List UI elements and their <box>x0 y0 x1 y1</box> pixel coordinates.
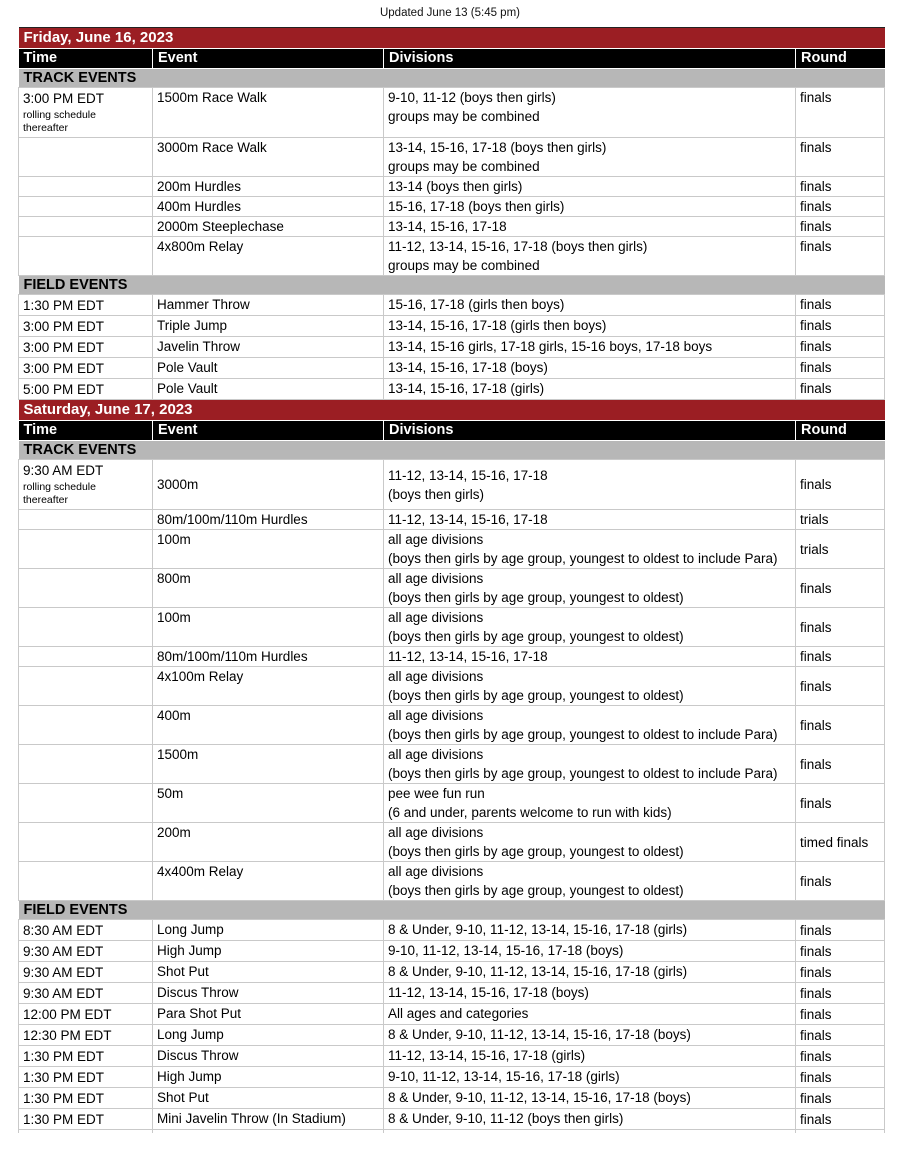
event-cell: Javelin Throw <box>153 337 384 358</box>
time-value: 9:30 AM EDT <box>23 944 104 959</box>
event-cell: 80m/100m/110m Hurdles <box>153 647 384 667</box>
round-cell: finals <box>796 1046 885 1067</box>
divisions-cell <box>384 358 796 379</box>
time-cell <box>19 1004 153 1025</box>
time-cell <box>19 138 153 177</box>
divisions-cell <box>384 237 796 276</box>
table-row <box>19 88 885 138</box>
section-header-row <box>19 69 885 88</box>
event-cell: 400m <box>153 706 384 745</box>
time-value: 1:30 PM EDT <box>23 1112 105 1127</box>
division-line: all age divisions <box>388 747 484 762</box>
time-cell <box>19 295 153 316</box>
time-cell <box>19 706 153 745</box>
round-cell: finals <box>796 941 885 962</box>
divisions-cell <box>384 316 796 337</box>
column-header-divisions: Divisions <box>384 421 796 441</box>
table-row <box>19 1004 885 1025</box>
divisions-cell <box>384 784 796 823</box>
time-value: 9:30 AM EDT <box>23 986 104 1001</box>
division-line: 9-10, 11-12, 13-14, 15-16, 17-18 (boys) <box>388 943 624 958</box>
round-cell: finals <box>796 1109 885 1130</box>
division-line: 11-12, 13-14, 15-16, 17-18 <box>388 649 548 664</box>
round-cell: finals <box>796 667 885 706</box>
division-line: (6 and under, parents welcome to run with kids) <box>388 805 672 820</box>
event-cell: Long Jump <box>153 1025 384 1046</box>
division-line: groups may be combined <box>388 258 540 273</box>
time-value: 12:00 PM EDT <box>23 1007 112 1022</box>
time-cell <box>19 217 153 237</box>
division-line: 8 & Under, 9-10, 11-12, 13-14, 15-16, 17-18 (boys) <box>388 1027 691 1042</box>
table-row <box>19 1088 885 1109</box>
round-cell: finals <box>796 647 885 667</box>
column-header-divisions: Divisions <box>384 49 796 69</box>
event-cell: Pole Vault <box>153 379 384 400</box>
table-row <box>19 1046 885 1067</box>
column-header-time: Time <box>19 49 153 69</box>
round-cell: finals <box>796 460 885 510</box>
table-row <box>19 647 885 667</box>
round-cell: finals <box>796 217 885 237</box>
division-line: groups may be combined <box>388 109 540 124</box>
time-cell <box>19 197 153 217</box>
division-line: 11-12, 13-14, 15-16, 17-18 <box>388 467 548 483</box>
event-cell: 1500m Race Walk <box>153 88 384 138</box>
event-cell: Para Shot Put <box>153 1004 384 1025</box>
division-line: 15-16, 17-18 (girls then boys) <box>388 297 565 312</box>
table-row <box>19 608 885 647</box>
table-row <box>19 1067 885 1088</box>
event-cell: 400m Hurdles <box>153 197 384 217</box>
time-value: 1:30 PM EDT <box>23 1091 105 1106</box>
time-cell <box>19 530 153 569</box>
division-line: all age divisions <box>388 610 484 625</box>
division-line: all age divisions <box>388 571 484 586</box>
event-cell: Discus Throw <box>153 1046 384 1067</box>
round-cell: finals <box>796 745 885 784</box>
division-line: 8 & Under, 9-10, 11-12, 13-14, 15-16, 17-18 (boys) <box>388 1090 691 1105</box>
divisions-cell <box>384 460 796 510</box>
division-line: pee wee fun run <box>388 786 485 801</box>
table-row <box>19 706 885 745</box>
time-cell <box>19 569 153 608</box>
round-cell: timed finals <box>796 823 885 862</box>
event-cell: 100m <box>153 530 384 569</box>
time-cell <box>19 88 153 138</box>
event-cell: 800m <box>153 569 384 608</box>
round-cell: finals <box>796 237 885 276</box>
table-row <box>19 530 885 569</box>
division-line: all age divisions <box>388 669 484 684</box>
round-cell: finals <box>796 569 885 608</box>
time-value: 3:00 PM EDT <box>23 340 105 355</box>
time-note: rolling schedule thereafter <box>23 481 96 506</box>
divisions-cell <box>384 608 796 647</box>
round-cell: finals <box>796 983 885 1004</box>
division-line: (boys then girls by age group, youngest to oldest) <box>388 590 684 605</box>
divisions-cell <box>384 177 796 197</box>
time-cell <box>19 1088 153 1109</box>
division-line: (boys then girls by age group, youngest to oldest to include Para) <box>388 766 778 781</box>
divisions-cell <box>384 530 796 569</box>
division-line: 13-14, 15-16, 17-18 <box>388 219 507 234</box>
event-cell: 200m <box>153 823 384 862</box>
division-line: 8 & Under, 9-10, 11-12 (boys then girls) <box>388 1111 624 1126</box>
table-row <box>19 569 885 608</box>
time-note: rolling schedule thereafter <box>23 109 96 134</box>
divisions-cell <box>384 862 796 901</box>
division-line: (boys then girls by age group, youngest to oldest to include Para) <box>388 727 778 742</box>
event-cell: 50m <box>153 784 384 823</box>
time-cell <box>19 177 153 197</box>
table-row <box>19 941 885 962</box>
round-cell: finals <box>796 379 885 400</box>
event-cell: 1500m <box>153 745 384 784</box>
division-line: 13-14, 15-16, 17-18 (boys then girls) <box>388 140 607 155</box>
divisions-cell <box>384 217 796 237</box>
divisions-cell <box>384 1025 796 1046</box>
divisions-cell <box>384 647 796 667</box>
day-banner-row <box>19 28 885 49</box>
column-header-row <box>19 421 885 441</box>
round-cell: finals <box>796 1004 885 1025</box>
round-cell: finals <box>796 862 885 901</box>
column-header-row <box>19 49 885 69</box>
time-value: 9:30 AM EDT <box>23 965 104 980</box>
table-row <box>19 379 885 400</box>
division-line: 9-10, 11-12 (boys then girls) <box>388 90 556 105</box>
divisions-cell <box>384 1067 796 1088</box>
event-cell: High Jump <box>153 941 384 962</box>
table-row <box>19 745 885 784</box>
time-value: 1:30 PM EDT <box>23 1049 105 1064</box>
column-header-round: Round <box>796 421 885 441</box>
table-row <box>19 983 885 1004</box>
divisions-cell <box>384 569 796 608</box>
table-row <box>19 510 885 530</box>
divisions-cell <box>384 983 796 1004</box>
event-cell: 3000m <box>153 460 384 510</box>
event-cell: Shot Put <box>153 1088 384 1109</box>
event-cell: Pole Vault <box>153 358 384 379</box>
divisions-cell <box>384 510 796 530</box>
table-row <box>19 177 885 197</box>
division-line: (boys then girls) <box>388 486 485 502</box>
division-line: all age divisions <box>388 825 484 840</box>
division-line: (boys then girls by age group, youngest to oldest) <box>388 629 684 644</box>
round-cell: trials <box>796 510 885 530</box>
time-cell <box>19 823 153 862</box>
division-line: 8 & Under, 9-10, 11-12, 13-14, 15-16, 17-18 (girls) <box>388 922 688 937</box>
time-cell <box>19 862 153 901</box>
updated-timestamp: Updated June 13 (5:45 pm) <box>379 7 520 19</box>
event-cell: 3000m Race Walk <box>153 138 384 177</box>
time-cell <box>19 667 153 706</box>
event-cell: Triple Jump <box>153 316 384 337</box>
round-cell: finals <box>796 358 885 379</box>
division-line: 13-14, 15-16 girls, 17-18 girls, 15-16 boys, 17-18 boys <box>388 339 713 354</box>
event-cell: 4x800m Relay <box>153 237 384 276</box>
stub-cell <box>153 1130 384 1134</box>
time-value: 8:30 AM EDT <box>23 923 104 938</box>
table-row <box>19 237 885 276</box>
divisions-cell <box>384 379 796 400</box>
table-row <box>19 138 885 177</box>
round-cell: finals <box>796 1067 885 1088</box>
table-row <box>19 962 885 983</box>
section-header: FIELD EVENTS <box>19 901 885 920</box>
divisions-cell <box>384 138 796 177</box>
division-line: 13-14, 15-16, 17-18 (girls) <box>388 381 545 396</box>
time-cell <box>19 460 153 510</box>
table-row <box>19 1025 885 1046</box>
event-cell: 4x400m Relay <box>153 862 384 901</box>
division-line: all age divisions <box>388 532 484 547</box>
divisions-cell <box>384 197 796 217</box>
division-line: 8 & Under, 9-10, 11-12, 13-14, 15-16, 17-18 (girls) <box>388 964 688 979</box>
event-cell: Hammer Throw <box>153 295 384 316</box>
time-cell <box>19 647 153 667</box>
division-line: 11-12, 13-14, 15-16, 17-18 (girls) <box>388 1048 586 1063</box>
division-line: all age divisions <box>388 864 484 879</box>
round-cell: finals <box>796 706 885 745</box>
table-row <box>19 920 885 941</box>
event-cell: Mini Javelin Throw (In Stadium) <box>153 1109 384 1130</box>
column-header-event: Event <box>153 49 384 69</box>
section-header-row <box>19 901 885 920</box>
table-row <box>19 217 885 237</box>
event-cell: 4x100m Relay <box>153 667 384 706</box>
event-cell: Long Jump <box>153 920 384 941</box>
time-cell <box>19 1046 153 1067</box>
time-value: 12:30 PM EDT <box>23 1028 112 1043</box>
divisions-cell <box>384 962 796 983</box>
time-cell <box>19 337 153 358</box>
round-cell: finals <box>796 784 885 823</box>
divisions-cell <box>384 88 796 138</box>
table-row <box>19 337 885 358</box>
division-line: (boys then girls by age group, youngest to oldest to include Para) <box>388 551 778 566</box>
column-header-time: Time <box>19 421 153 441</box>
division-line: (boys then girls by age group, youngest to oldest) <box>388 844 684 859</box>
divisions-cell <box>384 1109 796 1130</box>
time-cell <box>19 316 153 337</box>
round-cell: finals <box>796 295 885 316</box>
division-line: 13-14 (boys then girls) <box>388 179 523 194</box>
divisions-cell <box>384 667 796 706</box>
time-value: 1:30 PM EDT <box>23 1070 105 1085</box>
round-cell: finals <box>796 337 885 358</box>
round-cell: finals <box>796 316 885 337</box>
division-line: groups may be combined <box>388 159 540 174</box>
section-header: FIELD EVENTS <box>19 276 885 295</box>
event-cell: Shot Put <box>153 962 384 983</box>
division-line: 13-14, 15-16, 17-18 (girls then boys) <box>388 318 607 333</box>
divisions-cell <box>384 706 796 745</box>
event-cell: 80m/100m/110m Hurdles <box>153 510 384 530</box>
event-cell: High Jump <box>153 1067 384 1088</box>
time-value: 5:00 PM EDT <box>23 382 105 397</box>
division-line: 11-12, 13-14, 15-16, 17-18 (boys then girls) <box>388 239 648 254</box>
table-row <box>19 358 885 379</box>
time-cell <box>19 983 153 1004</box>
round-cell: finals <box>796 197 885 217</box>
round-cell: finals <box>796 920 885 941</box>
divisions-cell <box>384 1004 796 1025</box>
time-value: 3:00 PM EDT <box>23 361 105 376</box>
section-header-row <box>19 441 885 460</box>
round-cell: finals <box>796 1088 885 1109</box>
time-cell <box>19 358 153 379</box>
table-row <box>19 823 885 862</box>
division-line: (boys then girls by age group, youngest to oldest) <box>388 883 684 898</box>
column-header-round: Round <box>796 49 885 69</box>
division-line: all age divisions <box>388 708 484 723</box>
division-line: 11-12, 13-14, 15-16, 17-18 (boys) <box>388 985 589 1000</box>
time-cell <box>19 1067 153 1088</box>
time-value: 9:30 AM EDT <box>23 463 104 478</box>
time-cell <box>19 608 153 647</box>
division-line: 9-10, 11-12, 13-14, 15-16, 17-18 (girls) <box>388 1069 620 1084</box>
division-line: (boys then girls by age group, youngest to oldest) <box>388 688 684 703</box>
time-cell <box>19 510 153 530</box>
round-cell: trials <box>796 530 885 569</box>
column-header-event: Event <box>153 421 384 441</box>
table-row <box>19 197 885 217</box>
day-banner: Saturday, June 17, 2023 <box>19 400 885 421</box>
divisions-cell <box>384 941 796 962</box>
round-cell: finals <box>796 608 885 647</box>
time-value: 3:00 PM EDT <box>23 91 105 106</box>
event-cell: 200m Hurdles <box>153 177 384 197</box>
round-cell: finals <box>796 1025 885 1046</box>
section-header: TRACK EVENTS <box>19 441 885 460</box>
division-line: 13-14, 15-16, 17-18 (boys) <box>388 360 548 375</box>
stub-cell <box>19 1130 153 1134</box>
time-cell <box>19 237 153 276</box>
stub-cell <box>796 1130 885 1134</box>
time-cell <box>19 745 153 784</box>
section-header: TRACK EVENTS <box>19 69 885 88</box>
time-cell <box>19 962 153 983</box>
division-line: 11-12, 13-14, 15-16, 17-18 <box>388 512 548 527</box>
time-cell <box>19 920 153 941</box>
schedule-table <box>18 27 885 1133</box>
table-row <box>19 295 885 316</box>
day-banner-row <box>19 400 885 421</box>
division-line: All ages and categories <box>388 1006 529 1021</box>
table-row <box>19 1109 885 1130</box>
table-row <box>19 862 885 901</box>
round-cell: finals <box>796 88 885 138</box>
round-cell: finals <box>796 138 885 177</box>
table-row <box>19 667 885 706</box>
divisions-cell <box>384 1046 796 1067</box>
event-cell: 100m <box>153 608 384 647</box>
table-row <box>19 316 885 337</box>
divisions-cell <box>384 823 796 862</box>
round-cell: finals <box>796 177 885 197</box>
time-value: 1:30 PM EDT <box>23 298 105 313</box>
time-cell <box>19 784 153 823</box>
time-cell <box>19 1109 153 1130</box>
divisions-cell <box>384 745 796 784</box>
time-cell <box>19 1025 153 1046</box>
time-value: 3:00 PM EDT <box>23 319 105 334</box>
day-banner: Friday, June 16, 2023 <box>19 28 885 49</box>
stub-row <box>19 1130 885 1134</box>
time-cell <box>19 379 153 400</box>
table-row <box>19 784 885 823</box>
round-cell: finals <box>796 962 885 983</box>
event-cell: 2000m Steeplechase <box>153 217 384 237</box>
time-cell <box>19 941 153 962</box>
divisions-cell <box>384 920 796 941</box>
event-cell: Discus Throw <box>153 983 384 1004</box>
section-header-row <box>19 276 885 295</box>
divisions-cell <box>384 1088 796 1109</box>
divisions-cell <box>384 295 796 316</box>
division-line: 15-16, 17-18 (boys then girls) <box>388 199 565 214</box>
stub-cell <box>384 1130 796 1134</box>
table-row <box>19 460 885 510</box>
divisions-cell <box>384 337 796 358</box>
